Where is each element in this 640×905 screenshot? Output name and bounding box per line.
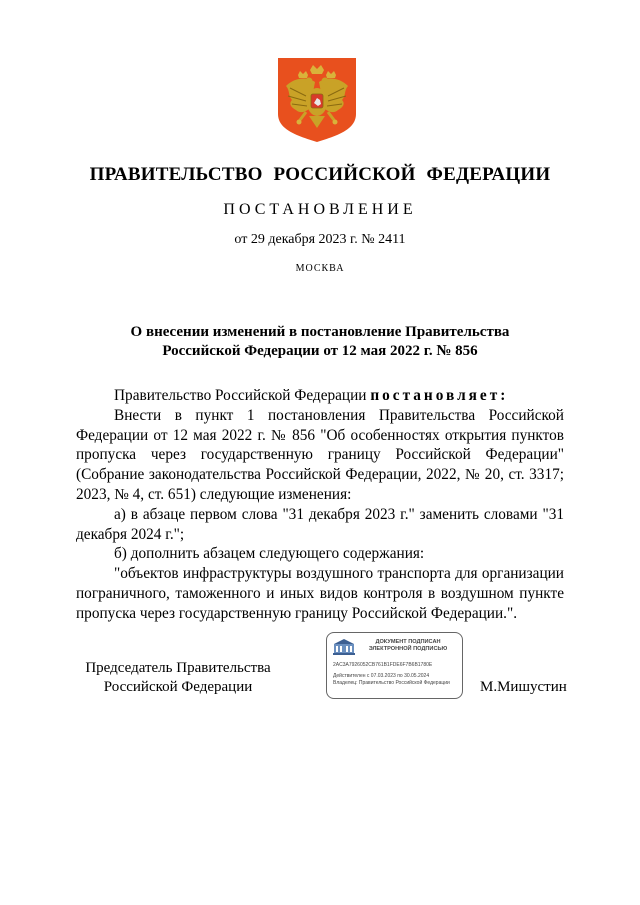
- coat-of-arms-icon: [276, 56, 358, 144]
- stamp-header: [357, 639, 459, 653]
- signer-name: М.Мишустин: [480, 679, 567, 695]
- intro-paragraph: [76, 386, 564, 406]
- electronic-signature-stamp: [326, 632, 463, 699]
- paragraph-item-b: б) дополнить абзацем следующего содержания:: [114, 545, 425, 563]
- signer-title-line-1: Председатель Правительства: [85, 660, 271, 676]
- document-type: ПОСТАНОВЛЕНИЕ: [223, 201, 417, 218]
- document-body: [76, 386, 564, 624]
- stamp-header-line-1: ДОКУМЕНТ ПОДПИСАН: [375, 639, 441, 645]
- document-subject: [80, 323, 560, 361]
- stamp-certificate-number: 2AC3A7926052CB761B1FDE6F7B6B1780E: [333, 662, 433, 668]
- intro-verb: постановляет:: [370, 387, 509, 404]
- government-title: ПРАВИТЕЛЬСТВО РОССИЙСКОЙ ФЕДЕРАЦИИ: [89, 164, 551, 185]
- subject-line-1: О внесении изменений в постановление Правительства: [130, 324, 510, 340]
- stamp-header-line-2: ЭЛЕКТРОННОЙ ПОДПИСЬЮ: [368, 646, 448, 652]
- signer-title: [78, 659, 278, 697]
- subject-line-2: Российской Федерации от 12 мая 2022 г. № 856: [162, 343, 478, 359]
- signer-title-line-2: Российской Федерации: [103, 679, 253, 695]
- paragraph-amendment: Внести в пункт 1 постановления Правительства Российской Федерации от 12 мая 2022 г. № 856 "Об особенностях открытия пунктов пропуска через государственную границу Российской Федерации" (Собрание законодательства Российской Федерации, 2022, № 20, ст. 3317; 2023, № 4, ст. 651) следующие изменения:: [76, 406, 564, 503]
- city: МОСКВА: [295, 263, 345, 274]
- government-building-icon: [333, 639, 355, 655]
- intro-prefix: Правительство Российской Федерации: [114, 387, 367, 404]
- coat-of-arms-emblem: [276, 56, 358, 144]
- date-and-number: от 29 декабря 2023 г. № 2411: [234, 232, 406, 247]
- paragraph-new-text: "объектов инфраструктуры воздушного транспорта для организации пограничного, таможенного и иных видов контроля в воздушном пункте пропуска через государственную границу Российской Федерации.".: [76, 565, 564, 622]
- paragraph-item-a: а) в абзаце первом слова "31 декабря 2023 г." заменить словами "31 декабря 2024 г.";: [76, 505, 564, 543]
- stamp-validity: Действителен с 07.03.2023 по 30.05.2024: [333, 673, 430, 679]
- stamp-owner: Владелец: Правительство Российской Федерации: [333, 680, 450, 686]
